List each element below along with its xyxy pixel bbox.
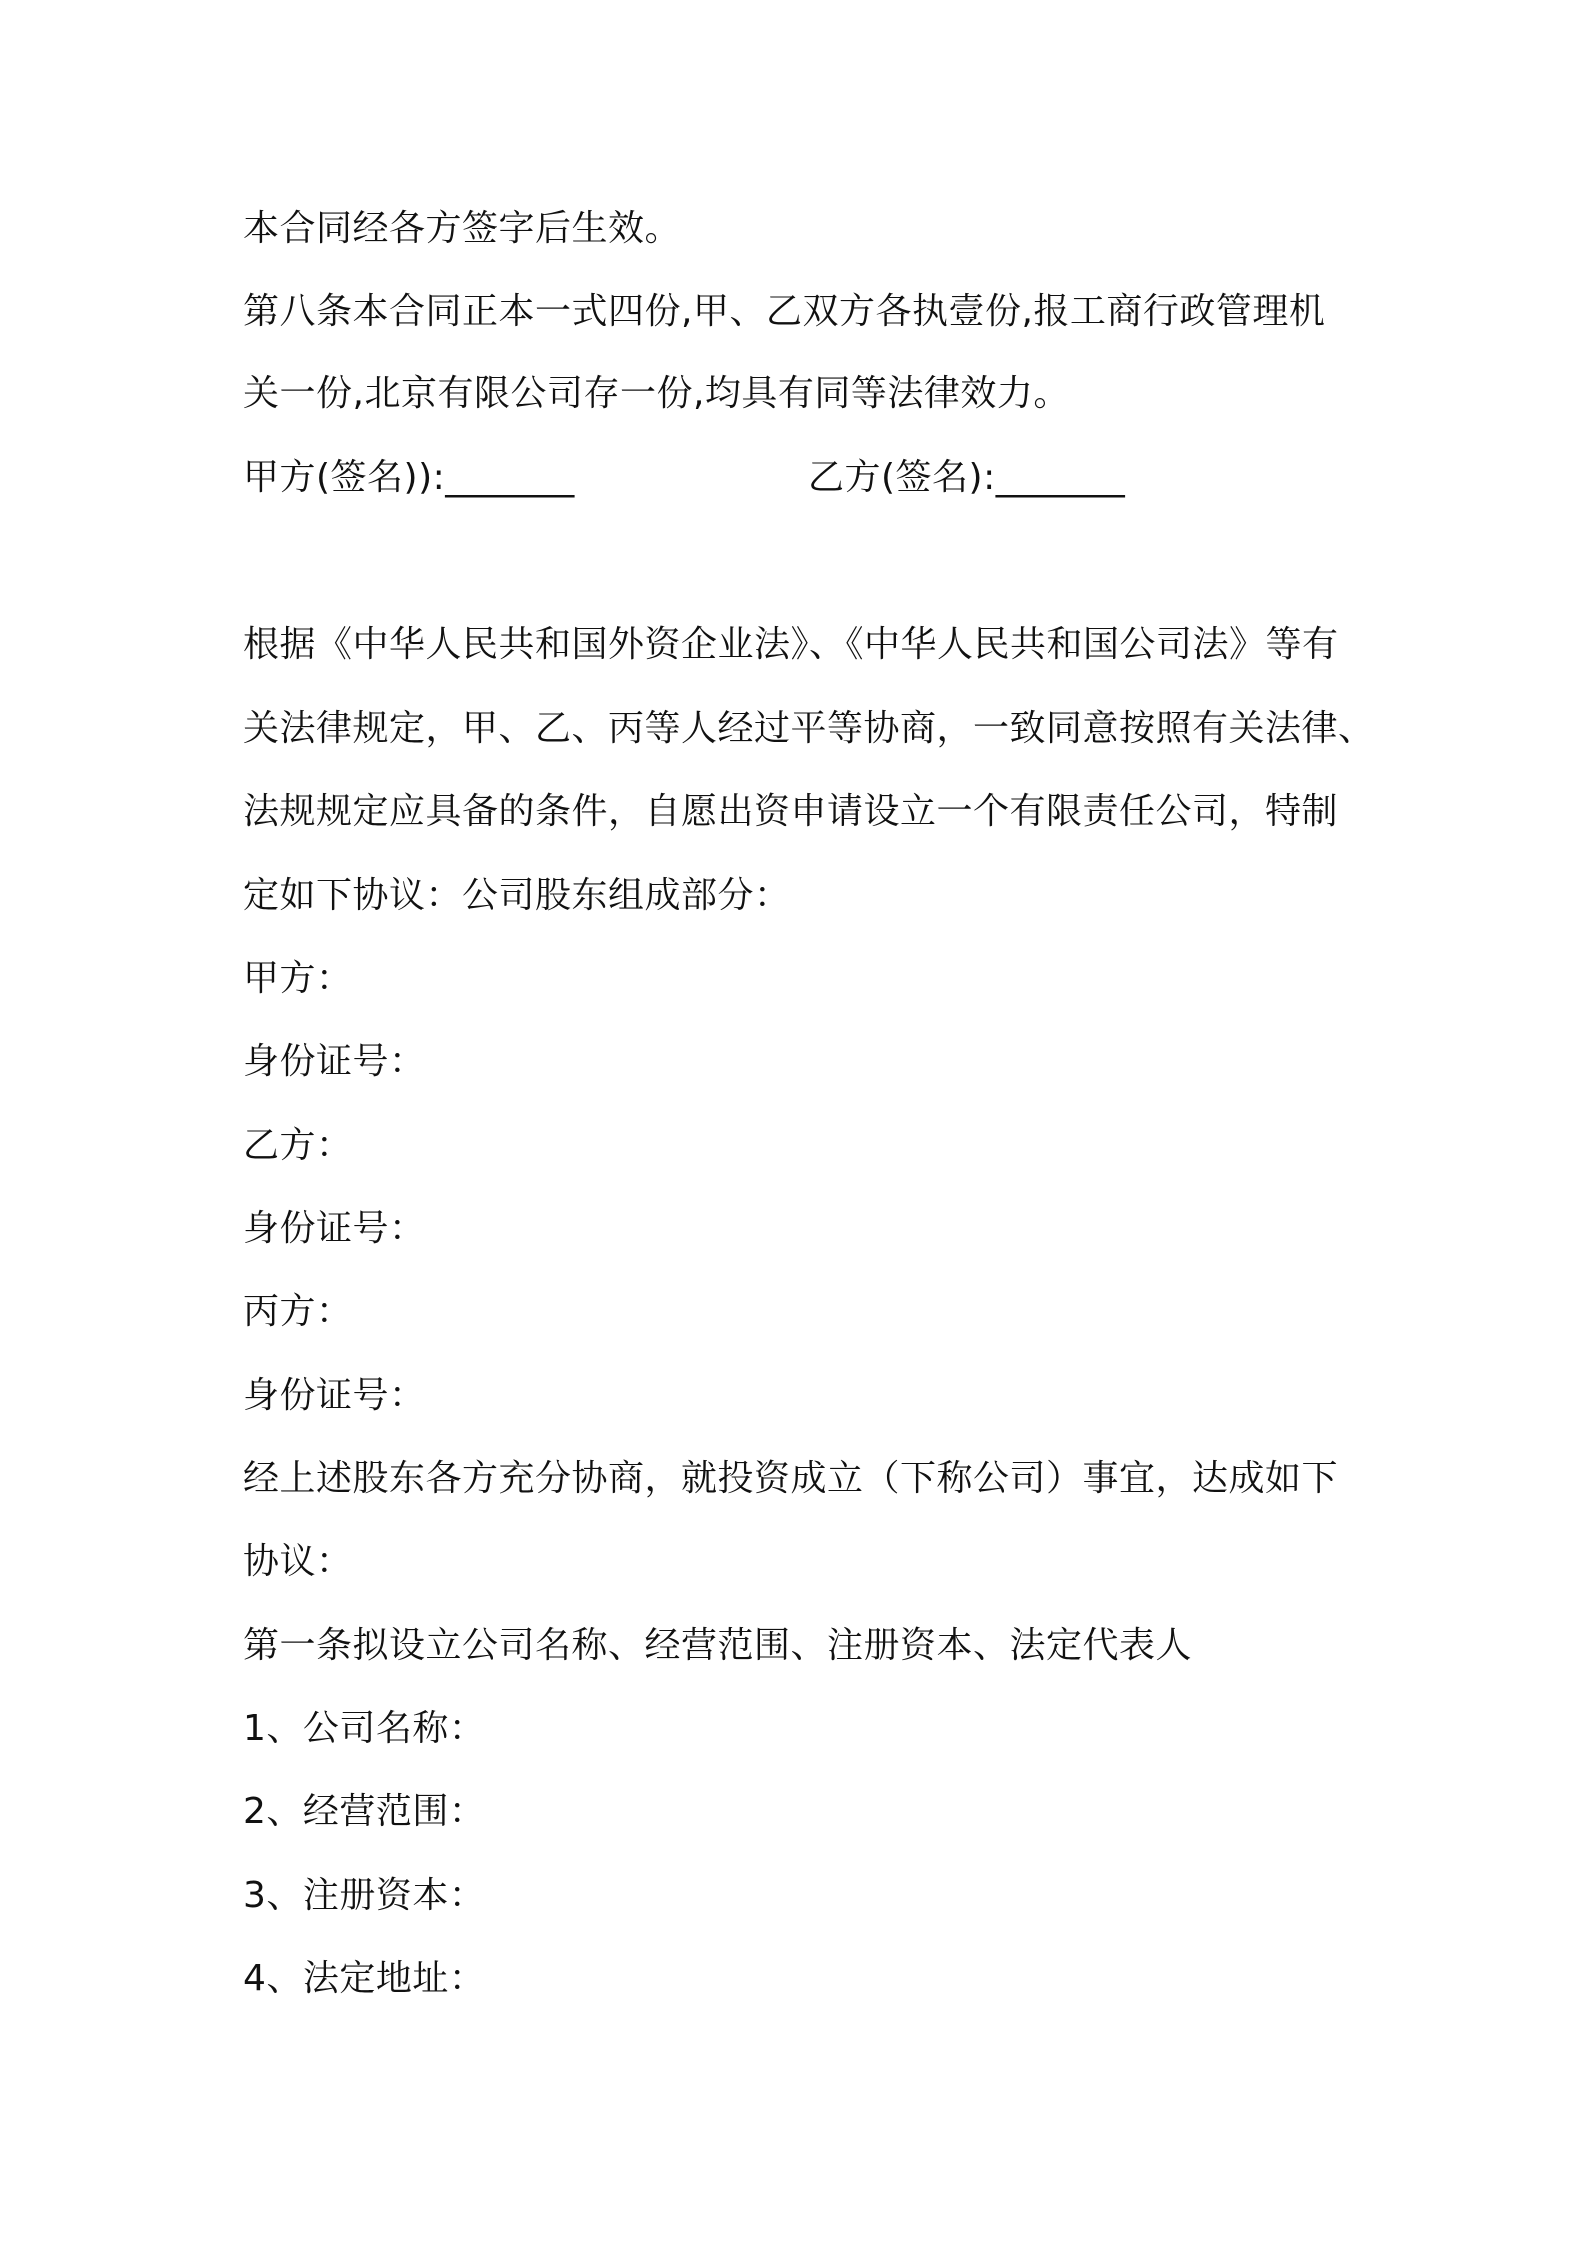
signature-party-b: 乙方(签名):_______ xyxy=(808,457,1126,498)
text-line: 乙方： xyxy=(243,1125,353,1166)
text-line: 本合同经各方签字后生效。 xyxy=(243,208,682,249)
article-heading: 第一条拟设立公司名称、经营范围、注册资本、法定代表人 xyxy=(243,1625,1193,1666)
text-line: 法规规定应具备的条件，自愿出资申请设立一个有限责任公司，特制 xyxy=(243,791,1339,832)
text-line: 第八条本合同正本一式四份,甲、乙双方各执壹份,报工商行政管理机 xyxy=(243,291,1326,332)
text-line: 甲方： xyxy=(243,958,353,999)
list-item: 4、法定地址： xyxy=(243,1958,486,1999)
signature-party-a: 甲方(签名)):_______ xyxy=(243,457,575,498)
text-line: 关法律规定，甲、乙、丙等人经过平等协商，一致同意按照有关法律、 xyxy=(243,708,1375,749)
list-item: 1、公司名称： xyxy=(243,1708,486,1749)
text-line: 身份证号： xyxy=(243,1375,426,1416)
text-line: 身份证号： xyxy=(243,1041,426,1082)
text-line: 经上述股东各方充分协商，就投资成立（下称公司）事宜，达成如下 xyxy=(243,1458,1339,1499)
text-line: 根据《中华人民共和国外资企业法》、《中华人民共和国公司法》等有 xyxy=(243,624,1339,665)
text-line: 身份证号： xyxy=(243,1208,426,1249)
text-line: 丙方： xyxy=(243,1291,353,1332)
list-item: 3、注册资本： xyxy=(243,1875,486,1916)
text-line: 关一份,北京有限公司存一份,均具有同等法律效力。 xyxy=(243,373,1070,414)
text-line: 定如下协议：公司股东组成部分： xyxy=(243,875,791,916)
text-line: 协议： xyxy=(243,1541,353,1582)
list-item: 2、经营范围： xyxy=(243,1791,486,1832)
